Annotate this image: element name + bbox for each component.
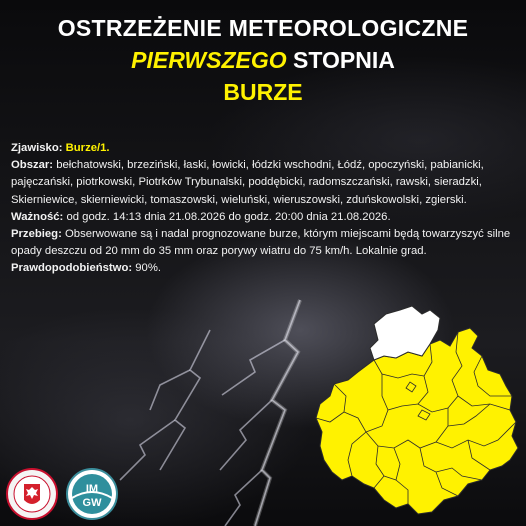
- warning-title: OSTRZEŻENIE METEOROLOGICZNE: [57, 15, 469, 41]
- voivodeship-map: [312, 300, 524, 522]
- warning-details: [11, 140, 516, 278]
- warning-level-highlight: PIERWSZEGO: [131, 47, 287, 73]
- probability-row: [11, 260, 516, 277]
- imgw-logo-text-bottom: GW: [82, 497, 102, 509]
- area-value: bełchatowski, brzeziński, łaski, łowicki, łódzki wschodni, Łódź, opoczyński, pabianicki, pajęczański, piotrkowski, Piotrków Trybunalski, poddębicki, radomszczański, rawski, sieradzki, Skierniewice, skierniewicki, tomaszowski, wieluński, wieruszowski, zduńskowolski, zgierski.: [11, 159, 484, 206]
- warning-level-rest: STOPNIA: [286, 47, 395, 73]
- course-value: Obserwowane są i nadal prognozowane burze, którym miejscami będą towarzyszyć silne opady deszczu od 20 mm do 35 mm oraz porywy wiatru do 75 km/h. Lokalnie grad.: [11, 228, 511, 258]
- probability-label: Prawdopodobieństwo:: [11, 262, 133, 275]
- warning-phenomenon-title: BURZE: [223, 79, 303, 105]
- imgw-logo: [66, 468, 118, 520]
- validity-row: [11, 209, 516, 226]
- warning-header: [0, 12, 526, 108]
- area-label: Obszar:: [11, 159, 54, 172]
- phenomenon-label: Zjawisko:: [11, 142, 63, 154]
- warning-level: [0, 44, 526, 76]
- phenomenon-value: Burze/1.: [65, 142, 110, 154]
- warned-area: [316, 328, 518, 514]
- probability-value: 90%.: [135, 262, 162, 275]
- imgw-logo-text-top: IM: [85, 483, 99, 495]
- course-label: Przebieg:: [11, 228, 62, 241]
- phenomenon-row: [11, 140, 516, 157]
- poland-emblem-logo: [6, 468, 58, 520]
- area-row: [11, 157, 516, 209]
- validity-label: Ważność:: [11, 210, 64, 223]
- validity-value: od godz. 14:13 dnia 21.08.2026 do godz. 20:00 dnia 21.08.2026.: [66, 210, 391, 223]
- course-row: [11, 226, 516, 260]
